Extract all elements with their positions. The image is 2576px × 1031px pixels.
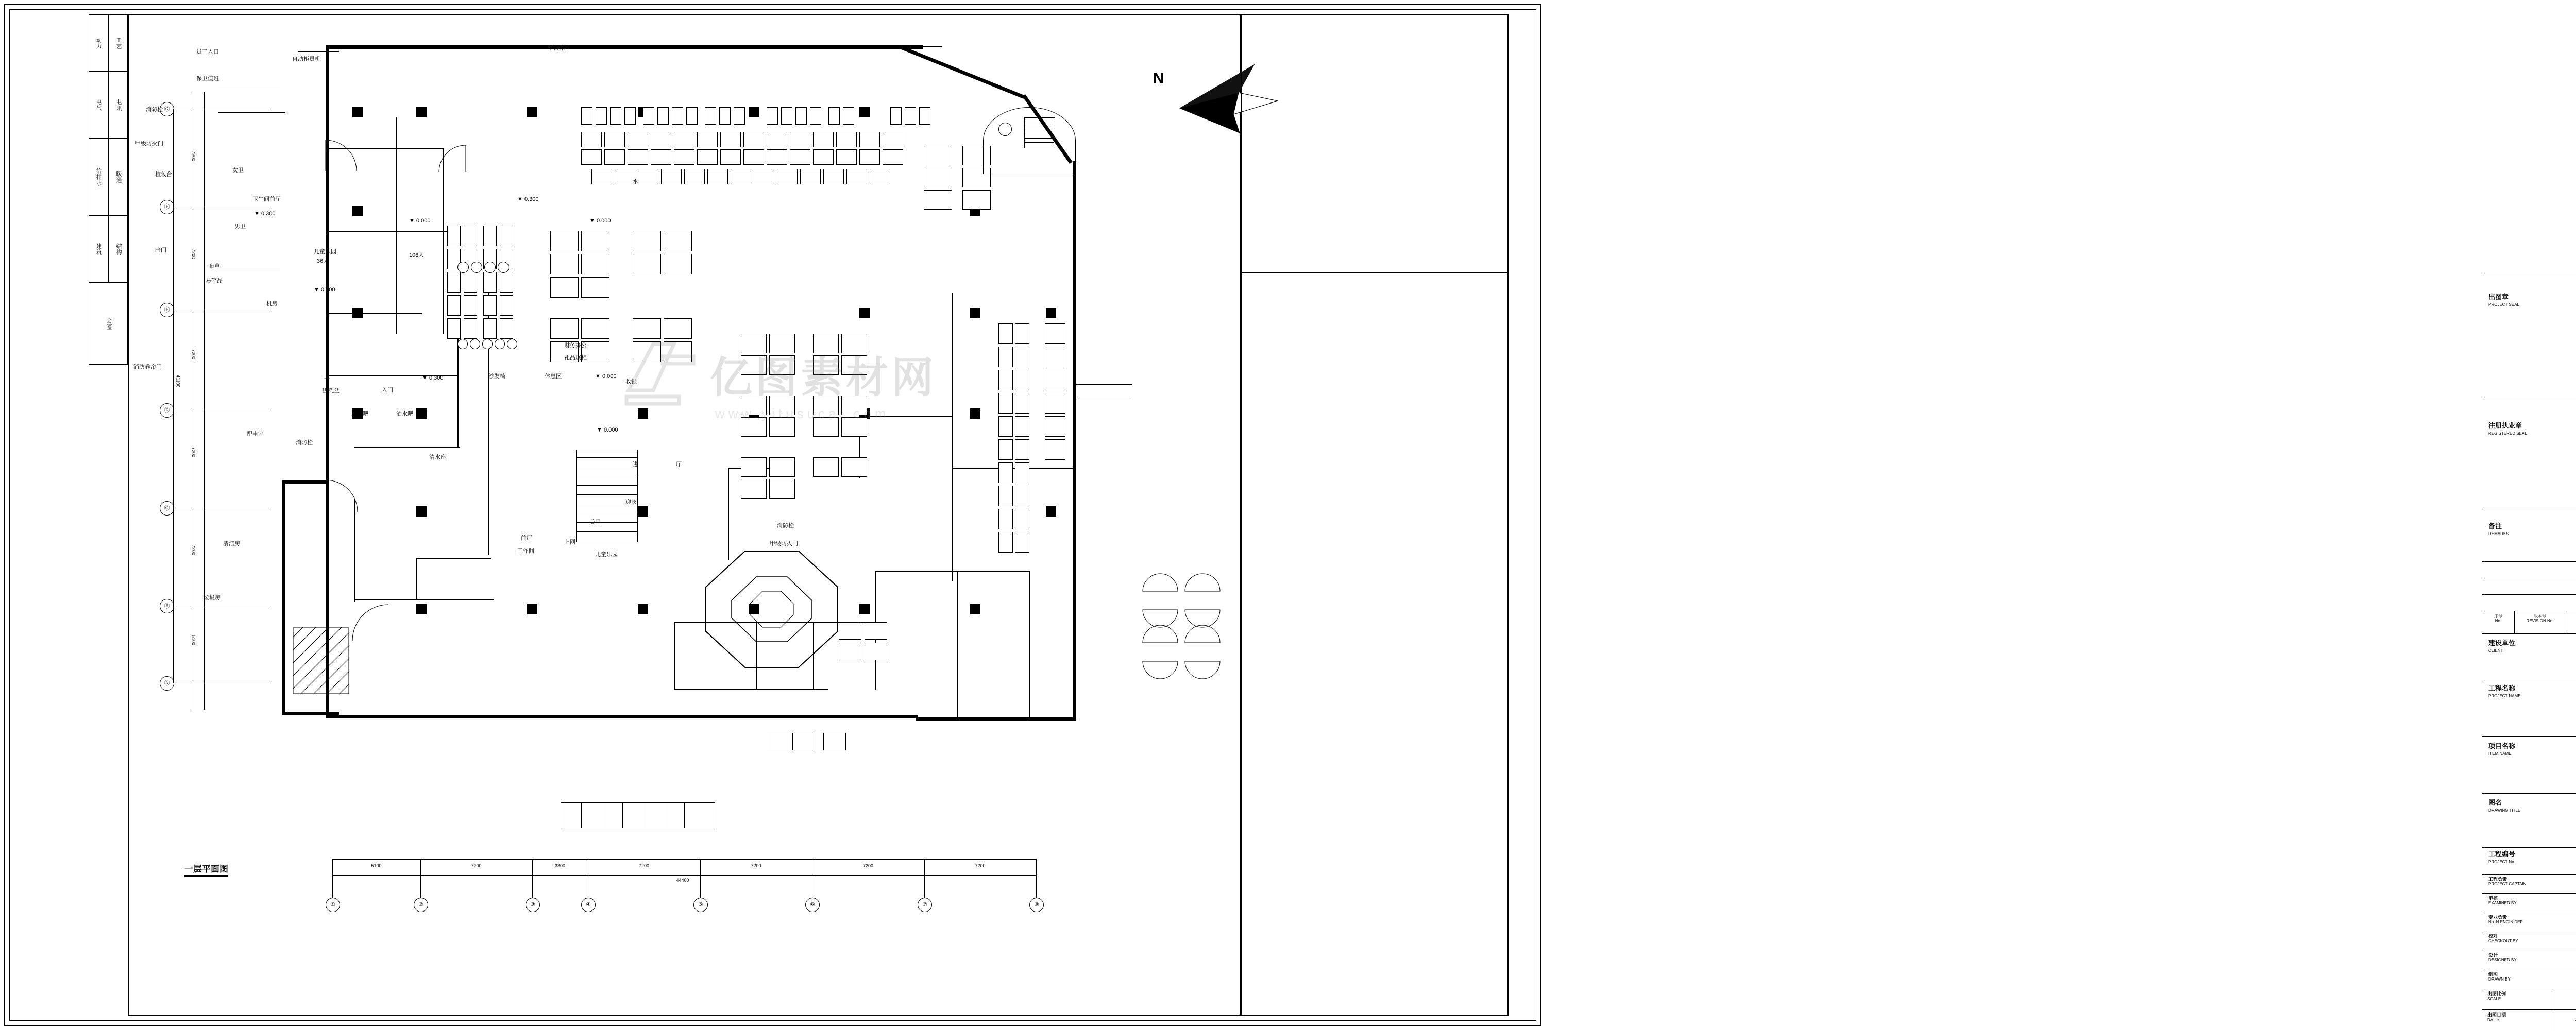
tb-date-label: 出图日期 DA. te [2487, 1012, 2506, 1023]
tb-rev-col-version: 版本号 REVISION No. [2526, 614, 2554, 624]
signoff-label: 结构 [115, 243, 122, 255]
plan-annotation: 美甲 [589, 519, 601, 525]
grid-bubble-4: ④ [581, 898, 596, 912]
plan-annotation: 消防栓 [777, 523, 794, 529]
grid-bubble-A: Ⓐ [160, 676, 174, 691]
tb-item-name-label: 项目名称 ITEM NAME [2488, 742, 2516, 756]
tb-sig-row-3: 校对 CHECKOUT BY [2488, 934, 2518, 944]
plan-annotation: 清水座 [429, 454, 446, 460]
elevation-triangle-icon: ▼ [595, 373, 602, 380]
elevation-value: 0.000 [416, 218, 431, 224]
plan-annotation: 进 [633, 461, 638, 468]
north-label: N [1153, 70, 1164, 87]
tb-rev-col-date [2566, 614, 2576, 623]
plan-annotation: 上网 [564, 539, 575, 545]
plan-caption: 一层平面图 [184, 864, 228, 877]
signoff-label: 暖通 [115, 170, 122, 183]
tb-drawing-title-label: 图名 DRAWING TITLE [2488, 799, 2521, 813]
signoff-row-3 [89, 216, 128, 283]
plan-annotation: 水果吧 [351, 411, 368, 417]
plan-annotation: 自动柜员机 [292, 56, 320, 62]
elevation-marker [409, 218, 430, 225]
elevation-marker [595, 373, 616, 380]
hdim-7200-3: 7200 [751, 863, 761, 868]
vdim-total: 41100 [175, 375, 181, 388]
signoff-label: 电讯 [115, 98, 122, 111]
plan-annotation: 工作间 [517, 548, 534, 554]
tb-sig-row-2: 专业负责 No. N ENGIN DEP [2488, 915, 2523, 925]
elevation-value: 0.000 [596, 218, 611, 224]
plan-annotation: 员工入口 [196, 49, 219, 55]
tb-client-label: 建设单位 CLIENT [2488, 639, 2516, 653]
hdim-7200-1: 7200 [471, 863, 482, 868]
plan-annotation: 沙发椅 [488, 373, 505, 380]
plan-annotation: 儿童乐园 [314, 249, 336, 255]
plan-annotation: 36人 [317, 258, 329, 264]
door-swing [349, 602, 391, 643]
plan-annotation: 清洁房 [223, 541, 240, 547]
plan-annotation: 保卫值班 [196, 76, 219, 82]
elevation-marker [422, 375, 443, 382]
vdim-7200-4: 7200 [191, 447, 196, 458]
plan-annotation: 儿童乐园 [595, 552, 618, 558]
tb-scale-label: 出图比例 SCALE [2487, 991, 2506, 1002]
elevation-value: 0.300 [320, 287, 335, 293]
floor-plan [128, 14, 1241, 1016]
plan-annotation: 入门 [382, 387, 393, 393]
vdim-7200-3: 7200 [191, 349, 196, 360]
elevation-value: 0.300 [524, 196, 539, 202]
hdim-3300: 3300 [554, 863, 566, 868]
signoff-row-4 [89, 283, 128, 365]
grid-bubble-C: Ⓒ [160, 501, 174, 516]
grid-bubble-D: Ⓓ [160, 403, 174, 418]
grid-bubble-1: ① [326, 898, 340, 912]
elevation-marker [254, 211, 275, 217]
plan-annotation: 配电室 [247, 431, 264, 437]
tb-date-value [2555, 1017, 2576, 1022]
tb-project-no-label: 工程编号 PROJECT No. [2488, 850, 2516, 864]
elevation-triangle-icon: ▼ [597, 427, 604, 433]
plan-annotation: 甲级防火门 [135, 141, 163, 147]
tb-sig-row-5: 制图 DRAWN BY [2488, 972, 2511, 982]
plan-annotation: 机房 [266, 301, 278, 307]
tb-sig-row-1: 审核 EXAMINED BY [2488, 896, 2517, 906]
tb-remarks-label: 备注 REMARKS [2488, 522, 2509, 536]
hdim-5100: 5100 [371, 863, 382, 868]
vdim-5100: 5100 [191, 635, 196, 646]
plan-annotation: 上 [324, 373, 330, 380]
signoff-label: 建筑 [95, 243, 102, 255]
plan-annotation: 盥洗盆 [323, 388, 340, 394]
door-swing [324, 478, 360, 514]
elevation-triangle-icon: ▼ [517, 196, 524, 202]
signoff-row-2 [89, 139, 128, 216]
plan-annotation: 休息区 [545, 373, 562, 380]
tb-sig-row-0: 工程负责 PROJECT CAPTAIN [2488, 877, 2527, 887]
signoff-label: 会签 [106, 318, 112, 330]
grid-bubble-5: ⑤ [693, 898, 708, 912]
tb-scale-value [2555, 995, 2576, 1000]
elevation-value: 0.300 [429, 375, 444, 381]
elevation-marker [314, 287, 335, 294]
grid-bubble-8: ⑧ [1029, 898, 1044, 912]
elevation-triangle-icon: ▼ [314, 287, 321, 293]
signoff-legend-strip [89, 14, 128, 365]
hdim-7200-5: 7200 [975, 863, 986, 868]
grid-bubble-F: Ⓕ [160, 200, 174, 214]
tb-project-name-label: 工程名称 PROJECT NAME [2488, 684, 2521, 698]
vdim-7200-2: 7200 [191, 249, 196, 260]
watermark [617, 323, 1009, 447]
grid-bubble-6: ⑥ [805, 898, 820, 912]
plan-annotation: 收银 [625, 379, 637, 385]
tb-sig-row-4: 设计 DESIGNED BY [2488, 953, 2517, 963]
grid-bubble-G: Ⓖ [160, 102, 174, 116]
watermark-subtext: www.yitusucai.com [715, 406, 890, 421]
watermark-text: 亿图素材网 [710, 353, 937, 402]
plan-annotation: 水 [633, 179, 638, 185]
plan-annotation: 梳妆台 [155, 171, 172, 178]
plan-annotation: 易碎品 [206, 278, 223, 284]
plan-annotation: 108人 [409, 252, 425, 259]
plan-annotation: 消防栓 [550, 45, 567, 51]
plan-annotation: 消防栓 [296, 440, 313, 446]
plan-annotation: 前厅 [521, 535, 532, 541]
grid-bubble-3: ③ [526, 898, 540, 912]
plan-annotation: 酒水吧 [396, 411, 413, 417]
elevation-triangle-icon: ▼ [589, 218, 597, 224]
elevation-triangle-icon: ▼ [422, 375, 429, 381]
tb-rev-col-no: 序号 No. [2494, 614, 2502, 624]
plan-annotation: 消防卷帘门 [133, 364, 162, 370]
plan-annotation: 甲级防火门 [770, 541, 798, 547]
tb-project-seal [1242, 15, 1509, 273]
plan-annotation: 礼品展柜 [564, 355, 587, 361]
title-block [1241, 14, 2554, 1023]
plan-annotation: 迎宾 [625, 499, 637, 505]
plan-annotation: 厅 [676, 461, 682, 468]
plan-annotation: 布草 [209, 263, 220, 269]
plan-annotation: 暗门 [155, 247, 166, 253]
elevation-marker [517, 196, 538, 203]
elevation-triangle-icon: ▼ [409, 218, 416, 224]
signoff-label: 给排水 [95, 167, 102, 186]
plan-annotation: 卫生间前厅 [252, 196, 281, 202]
vdim-7200-5: 7200 [191, 545, 196, 556]
signoff-label: 工艺 [115, 37, 122, 49]
door-swing [324, 138, 360, 174]
signoff-label: 电气 [95, 98, 102, 111]
hdim-7200-4: 7200 [862, 863, 874, 868]
elevation-value: 0.000 [602, 373, 617, 380]
plan-annotation: 女卫 [232, 167, 244, 174]
hdim-total: 44400 [676, 878, 689, 883]
signoff-row-1 [89, 72, 128, 139]
tb-project-seal-label: 出图章 PROJECT SEAL [2488, 293, 2519, 307]
signoff-label: 动力 [95, 37, 102, 49]
elevation-value: 0.000 [603, 427, 618, 433]
plan-annotation: 财务办公 [564, 342, 587, 349]
plan-annotation: 消防栓 [146, 107, 163, 113]
elevation-marker [589, 218, 611, 225]
grid-bubble-7: ⑦ [918, 898, 932, 912]
elevation-triangle-icon: ▼ [254, 211, 261, 217]
signoff-row-0 [89, 15, 128, 72]
plan-annotation: 男卫 [234, 224, 246, 230]
tb-registered-seal-label: 注册执业章 REGISTERED SEAL [2488, 422, 2527, 436]
elevation-marker [597, 427, 618, 434]
grid-bubble-B: Ⓑ [160, 599, 174, 613]
plan-annotation: 垃圾房 [204, 595, 221, 601]
hdim-7200-2: 7200 [638, 863, 650, 868]
vdim-7200-1: 7200 [191, 151, 196, 162]
elevation-value: 0.300 [261, 211, 276, 217]
door-swing [437, 143, 468, 174]
grid-bubble-2: ② [414, 898, 428, 912]
grid-bubble-E: Ⓔ [160, 303, 174, 317]
